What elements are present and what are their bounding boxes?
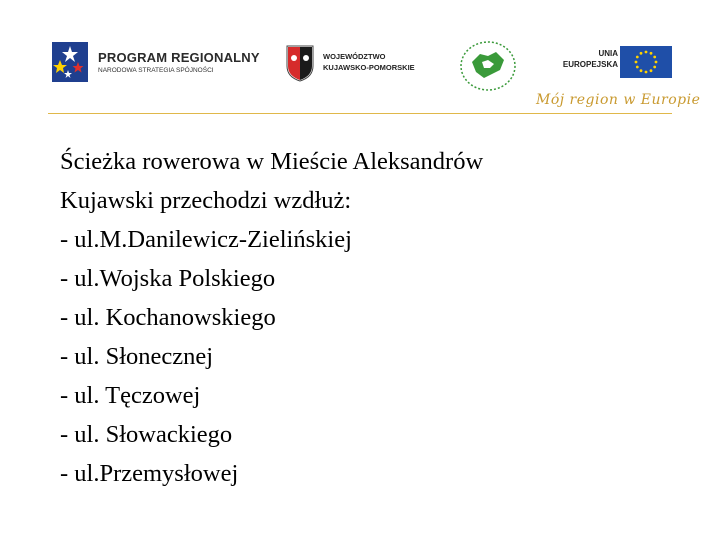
intro-line-2: Kujawski przechodzi wzdłuż: xyxy=(60,187,352,214)
eu-logo xyxy=(548,44,673,80)
program-stars-icon xyxy=(48,40,92,84)
wojewodztwo-logo xyxy=(285,44,435,84)
street-item: - ul. Słonecznej xyxy=(60,343,214,370)
coat-of-arms-icon xyxy=(285,44,315,82)
program-subtitle: NARODOWA STRATEGIA SPÓJNOŚCI xyxy=(98,67,214,74)
street-item: - ul.M.Danilewicz-Zielińskiej xyxy=(60,226,352,253)
eu-flag-icon xyxy=(620,46,672,78)
route-description xyxy=(60,142,700,493)
program-title: PROGRAM REGIONALNY xyxy=(98,50,260,65)
street-item: - ul.Przemysłowej xyxy=(60,460,239,487)
street-item: - ul. Kochanowskiego xyxy=(60,304,276,331)
logo-header xyxy=(0,0,720,120)
eu-line1: UNIA xyxy=(598,49,618,58)
wojewodztwo-line2: KUJAWSKO-POMORSKIE xyxy=(323,63,415,72)
intro-line-1: Ścieżka rowerowa w Mieście Aleksandrów xyxy=(60,148,484,175)
street-item: - ul.Wojska Polskiego xyxy=(60,265,276,292)
header-divider xyxy=(48,113,672,114)
wojewodztwo-line1: WOJEWÓDZTWO xyxy=(323,52,386,61)
program-regionalny-logo xyxy=(48,40,268,84)
street-item: - ul. Tęczowej xyxy=(60,382,201,409)
street-item: - ul. Słowackiego xyxy=(60,421,233,448)
slogan: Mój region w Europie xyxy=(536,92,701,108)
regional-emblem-icon xyxy=(458,40,518,92)
eu-line2: EUROPEJSKA xyxy=(562,60,618,69)
